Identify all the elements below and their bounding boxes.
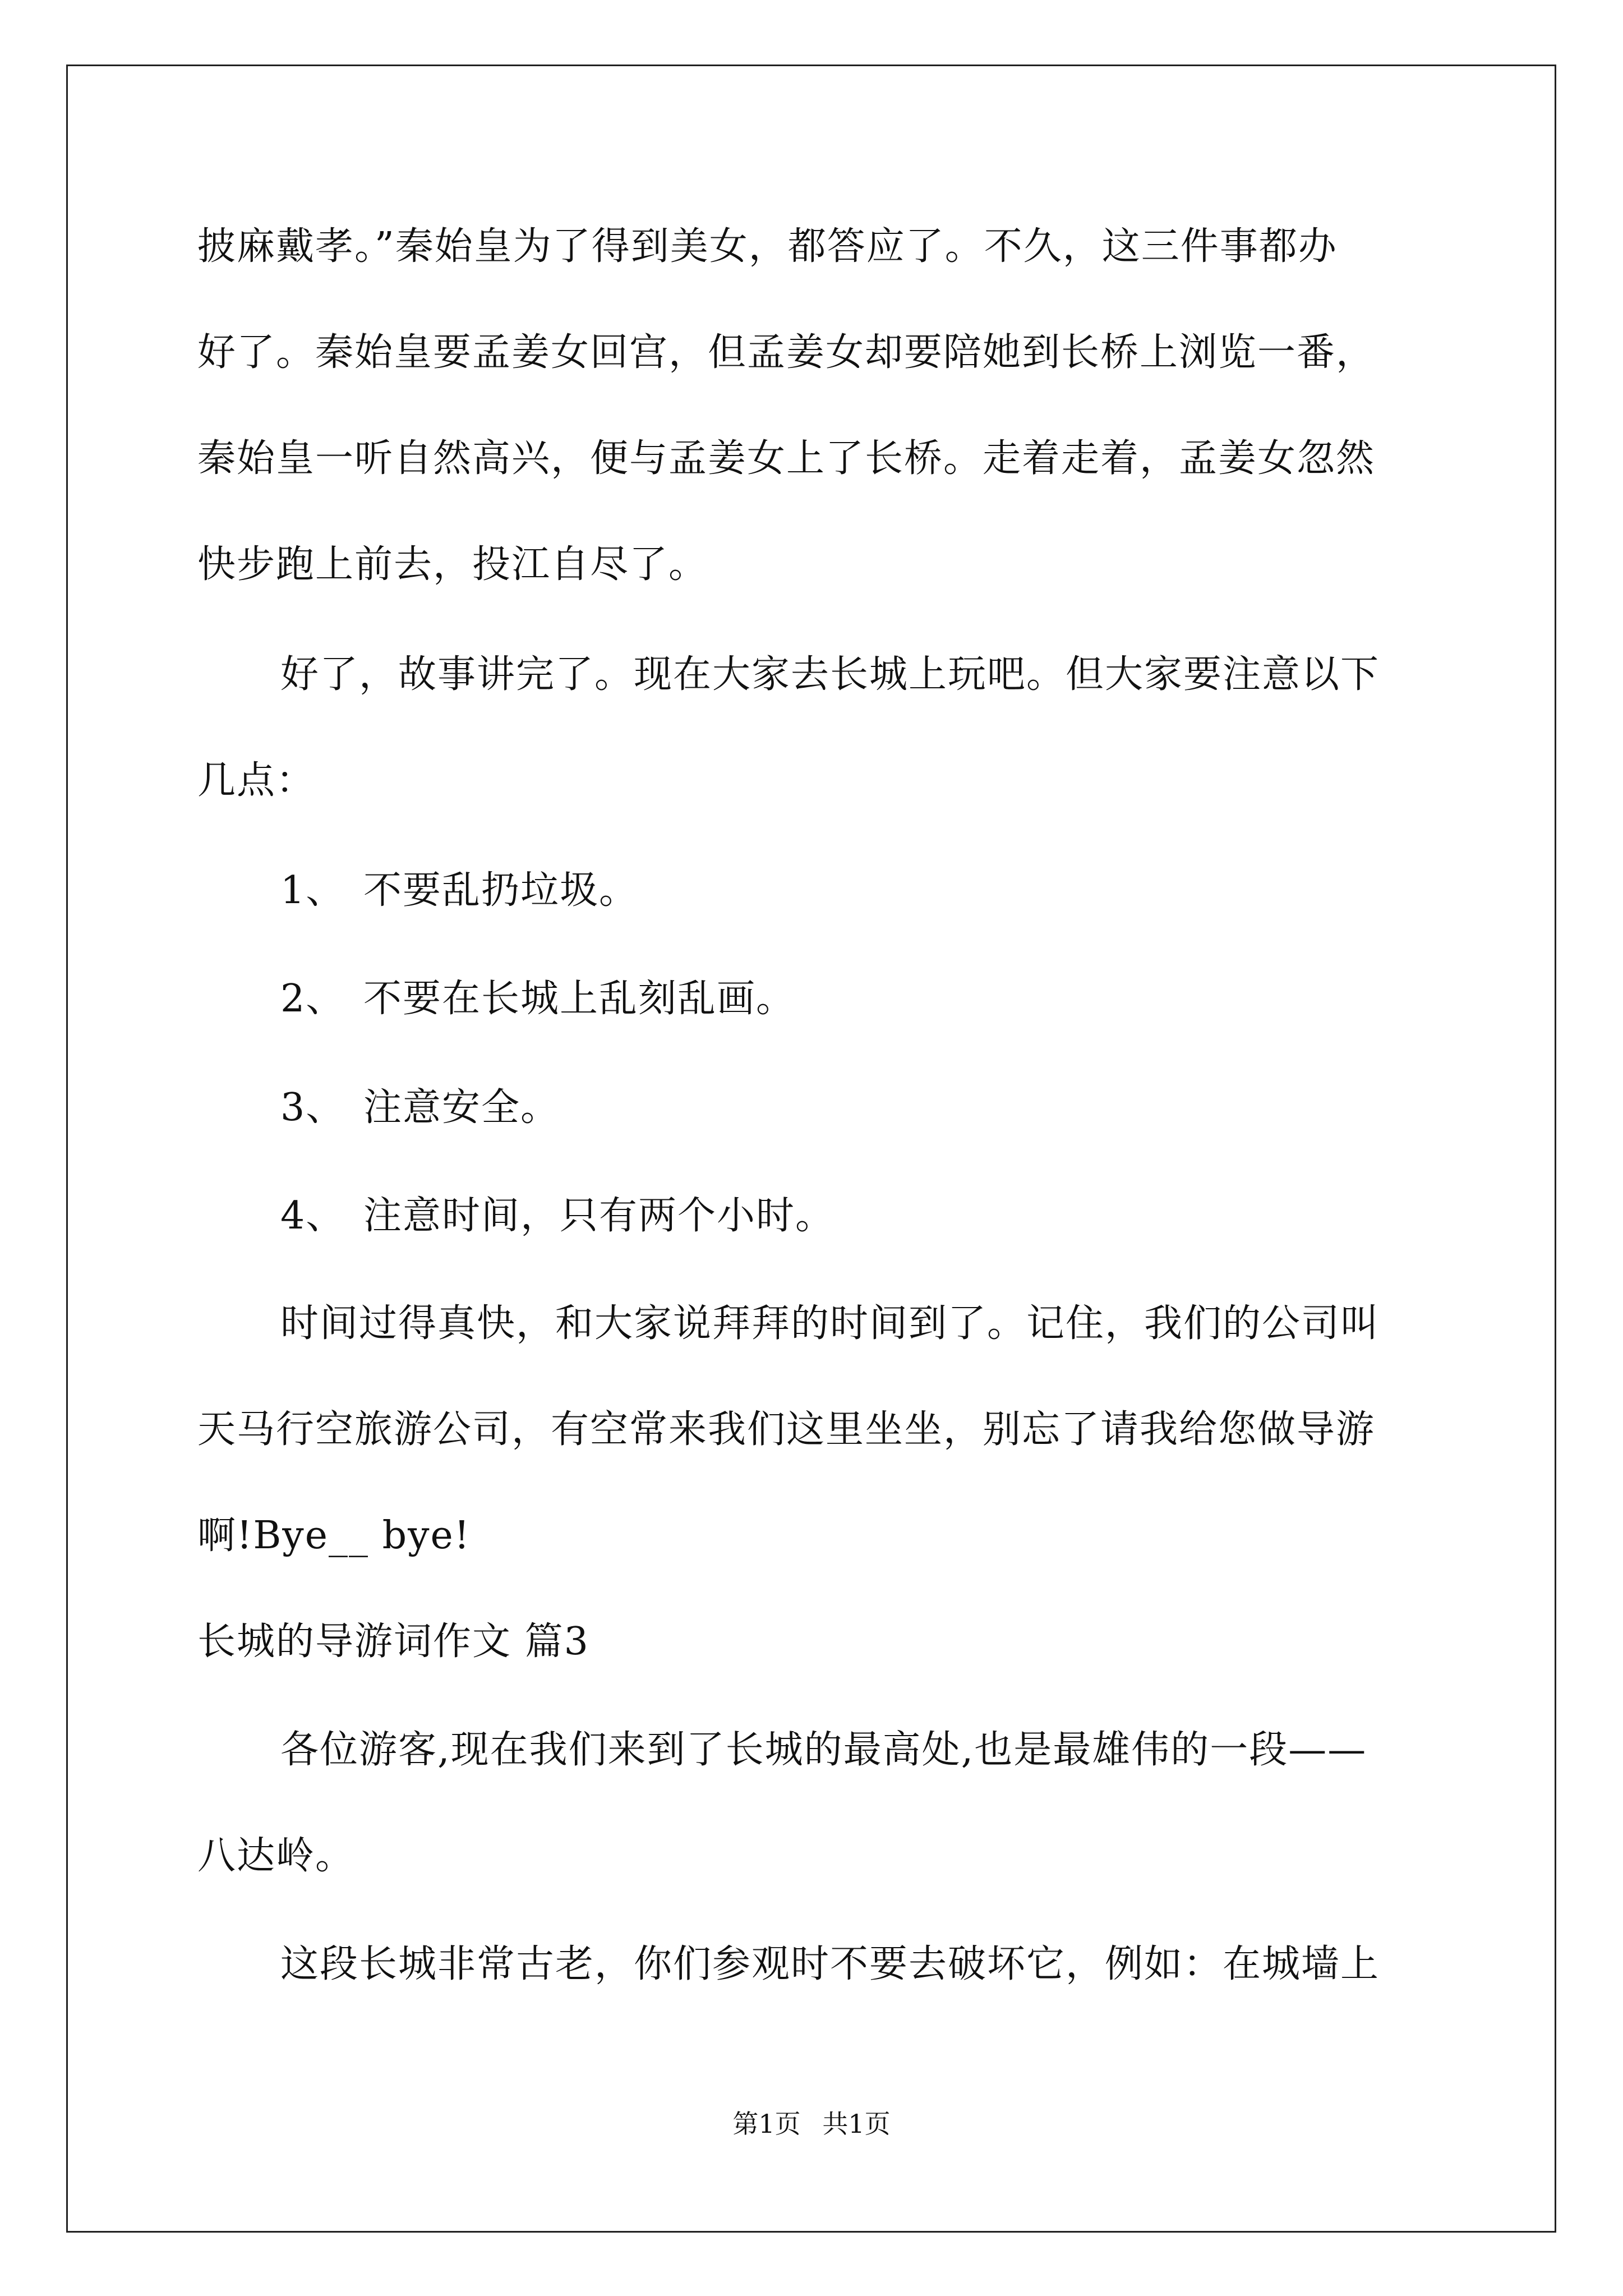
text-line: 啊!Bye__ bye!: [197, 1513, 471, 1558]
page-footer: [0, 2108, 1623, 2139]
list-number: 3、: [280, 1085, 345, 1130]
text-line: 披麻戴孝。”秦始皇为了得到美女，都答应了。不久，这三件事都办: [197, 224, 1338, 269]
page-current: 第1页: [732, 2109, 801, 2139]
text-line: 快步跑上前去，投江自尽了。: [197, 542, 708, 587]
text-line: 天马行空旅游公司，有空常来我们这里坐坐，别忘了请我给您做导游: [197, 1407, 1376, 1452]
text-line: 这段长城非常古老，你们参观时不要去破坏它，例如：在城墙上: [280, 1942, 1380, 1986]
list-number: 2、: [280, 977, 345, 1021]
list-text: 注意时间，只有两个小时。: [363, 1194, 835, 1238]
list-item: [280, 1194, 834, 1239]
list-text: 注意安全。: [363, 1085, 560, 1130]
page-total: 共1页: [822, 2109, 891, 2139]
list-number: 1、: [280, 868, 345, 913]
list-text: 不要在长城上乱刻乱画。: [363, 977, 796, 1021]
page-border: [66, 65, 1556, 2233]
list-item: [280, 977, 795, 1022]
text-line: 时间过得真快，和大家说拜拜的时间到了。记住，我们的公司叫: [280, 1301, 1380, 1346]
text-line: 秦始皇一听自然高兴，便与孟姜女上了长桥。走着走着，孟姜女忽然: [197, 436, 1376, 481]
section-heading: 长城的导游词作文 篇3: [197, 1619, 589, 1664]
list-text: 不要乱扔垃圾。: [363, 868, 639, 913]
text-line: 八达岭。: [197, 1834, 355, 1878]
text-line: 几点：: [197, 758, 316, 803]
list-number: 4、: [280, 1194, 345, 1238]
list-item: [280, 1085, 560, 1130]
text-line: 好了。秦始皇要孟姜女回宫，但孟姜女却要陪她到长桥上浏览一番，: [197, 330, 1376, 375]
text-line: 好了，故事讲完了。现在大家去长城上玩吧。但大家要注意以下: [280, 652, 1380, 697]
text-line: 各位游客,现在我们来到了长城的最高处,也是最雄伟的一段——: [280, 1728, 1367, 1772]
list-item: [280, 868, 638, 913]
